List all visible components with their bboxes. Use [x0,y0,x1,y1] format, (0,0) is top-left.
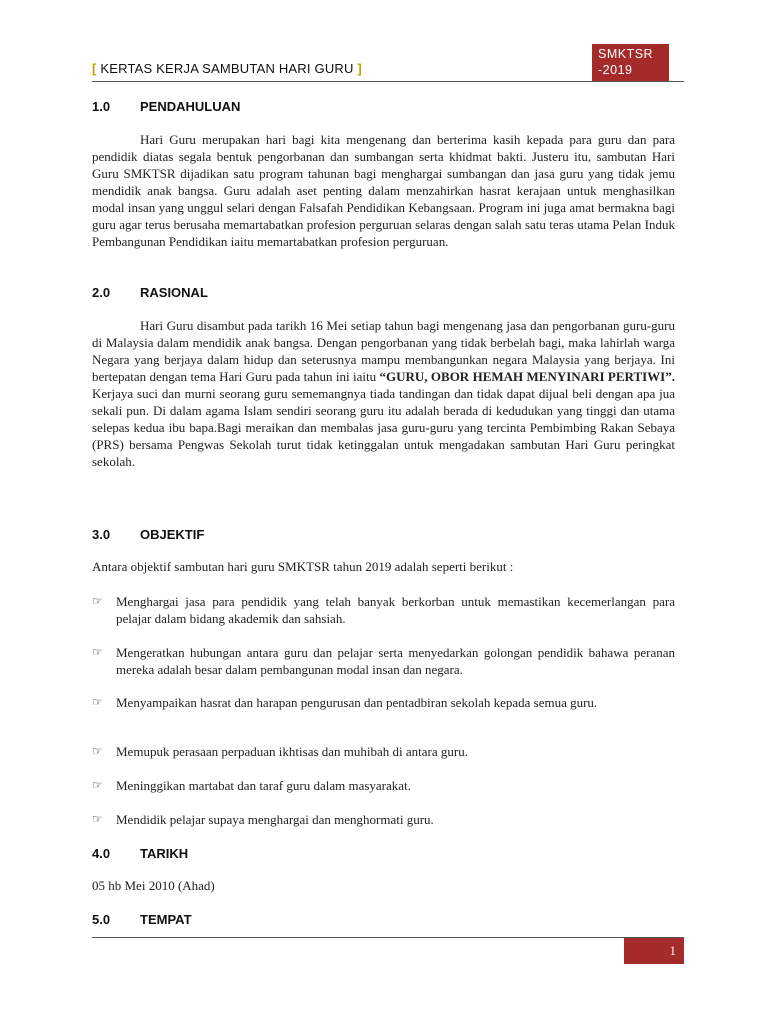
rasional-text-b: Kerjaya suci dan murni seorang guru sememangnya tiada tandingan dan tidak dapat dijual beli dengan apa jua sekali pun. Di dalam agama Islam sendiri seorang guru itu adalah berada di kedudukan yang tinggi dan utama selepas kedua ibu bapa.Bagi meraikan dan membalas jasa guru-guru yang tercinta Pembimbing Rakan Sebaya (PRS) bersama Pengwas Sekolah turut tidak ketinggalan untuk mengadakan sambutan Hari Guru peringkat sekolah. [92,386,675,469]
list-item-text: Meninggikan martabat dan taraf guru dalam masyarakat. [116,778,411,793]
section-number: 1.0 [92,99,111,114]
section-number: 4.0 [92,846,111,861]
header-badge [592,44,669,81]
paragraph-rasional [92,317,675,470]
section-heading-pendahuluan [92,99,240,114]
section-heading-tarikh [92,846,188,861]
list-item-text: Mendidik pelajar supaya menghargai dan menghormati guru. [116,812,434,827]
list-item [92,743,675,760]
objektif-intro: Antara objektif sambutan hari guru SMKTSR tahun 2019 adalah seperti berikut : [92,559,514,574]
section-heading-tempat [92,912,192,927]
list-item-text: Menyampaikan hasrat dan harapan pengurusan dan pentadbiran sekolah kepada semua guru. [116,695,598,710]
list-item [92,694,675,711]
page-number: 1 [624,938,684,964]
paragraph-pendahuluan: Hari Guru merupakan hari bagi kita mengenang dan berterima kasih kepada para guru dan para pendidik diatas segala bentuk pengorbanan dan sumbangan serta khidmat bakti. Justeru itu, sambutan Hari Guru SMKTSR dijadikan satu program tahunan bagi menghargai sumbangan dan jasa guru yang tidak jemu mendidik anak bangsa. Guru adalah aset penting dalam menzahirkan hasrat kerajaan untuk menghasilkan modal insan yang unggul selari dengan Falsafah Pendidikan Kebangsaan. Program ini juga amat bermakna bagi guru agar terus berusaha memartabatkan profesion perguruan selaras dengan salah satu teras utama Pelan Induk Pembangunan Pendidikan iaitu memartabatkan profesion perguruan. [92,132,675,249]
list-item [92,777,675,794]
rasional-theme: “GURU, OBOR HEMAH MENYINARI PERTIWI”. [379,369,675,384]
pointing-hand-icon: ☞ [92,645,103,659]
section-number: 5.0 [92,912,111,927]
badge-line-1: SMKTSR [598,47,654,61]
section-number: 3.0 [92,527,111,542]
header-title-text: KERTAS KERJA SAMBUTAN HARI GURU [96,61,358,76]
list-item [92,644,675,678]
section-heading-objektif [92,527,204,542]
list-item-text: Menghargai jasa para pendidik yang telah banyak berkorban untuk memastikan kecemerlangan para pelajar dalam bidang akademik dan sahsiah. [116,594,675,626]
list-item-text: Memupuk perasaan perpaduan ikhtisas dan muhibah di antara guru. [116,744,468,759]
rasional-text-a: Hari Guru disambut pada tarikh 16 Mei setiap tahun bagi mengenang jasa dan pengorbanan guru-guru di Malaysia dalam mendidik anak bangsa. Dengan pengorbanan yang tidak berbelah bagi, maka lahirlah warga Negara yang berjaya dalam hidup dan seterusnya mampu membangunkan negara Malaysia yang berjaya. Ini bertepatan dengan tema Hari Guru pada tahun ini iaitu [92,318,675,384]
section-title: TARIKH [140,846,189,861]
section-title: TEMPAT [140,912,192,927]
pointing-hand-icon: ☞ [92,812,103,826]
tarikh-value: 05 hb Mei 2010 (Ahad) [92,878,215,893]
list-item [92,811,675,828]
badge-line-2: -2019 [598,63,633,77]
header-divider [92,81,684,82]
pointing-hand-icon: ☞ [92,778,103,792]
section-title: PENDAHULUAN [140,99,241,114]
footer-divider [92,937,684,938]
section-heading-rasional [92,285,208,300]
document-header-title [92,61,362,76]
pointing-hand-icon: ☞ [92,695,103,709]
section-number: 2.0 [92,285,111,300]
pointing-hand-icon: ☞ [92,594,103,608]
header-bracket-close: ] [357,61,362,76]
section-title: RASIONAL [140,285,208,300]
header-bracket-open: [ [92,61,97,76]
section-title: OBJEKTIF [140,527,205,542]
list-item [92,593,675,627]
list-item-text: Mengeratkan hubungan antara guru dan pelajar serta menyedarkan golongan pendidik bahawa peranan mereka adalah besar dalam pembangunan modal insan dan negara. [116,645,675,677]
pointing-hand-icon: ☞ [92,744,103,758]
